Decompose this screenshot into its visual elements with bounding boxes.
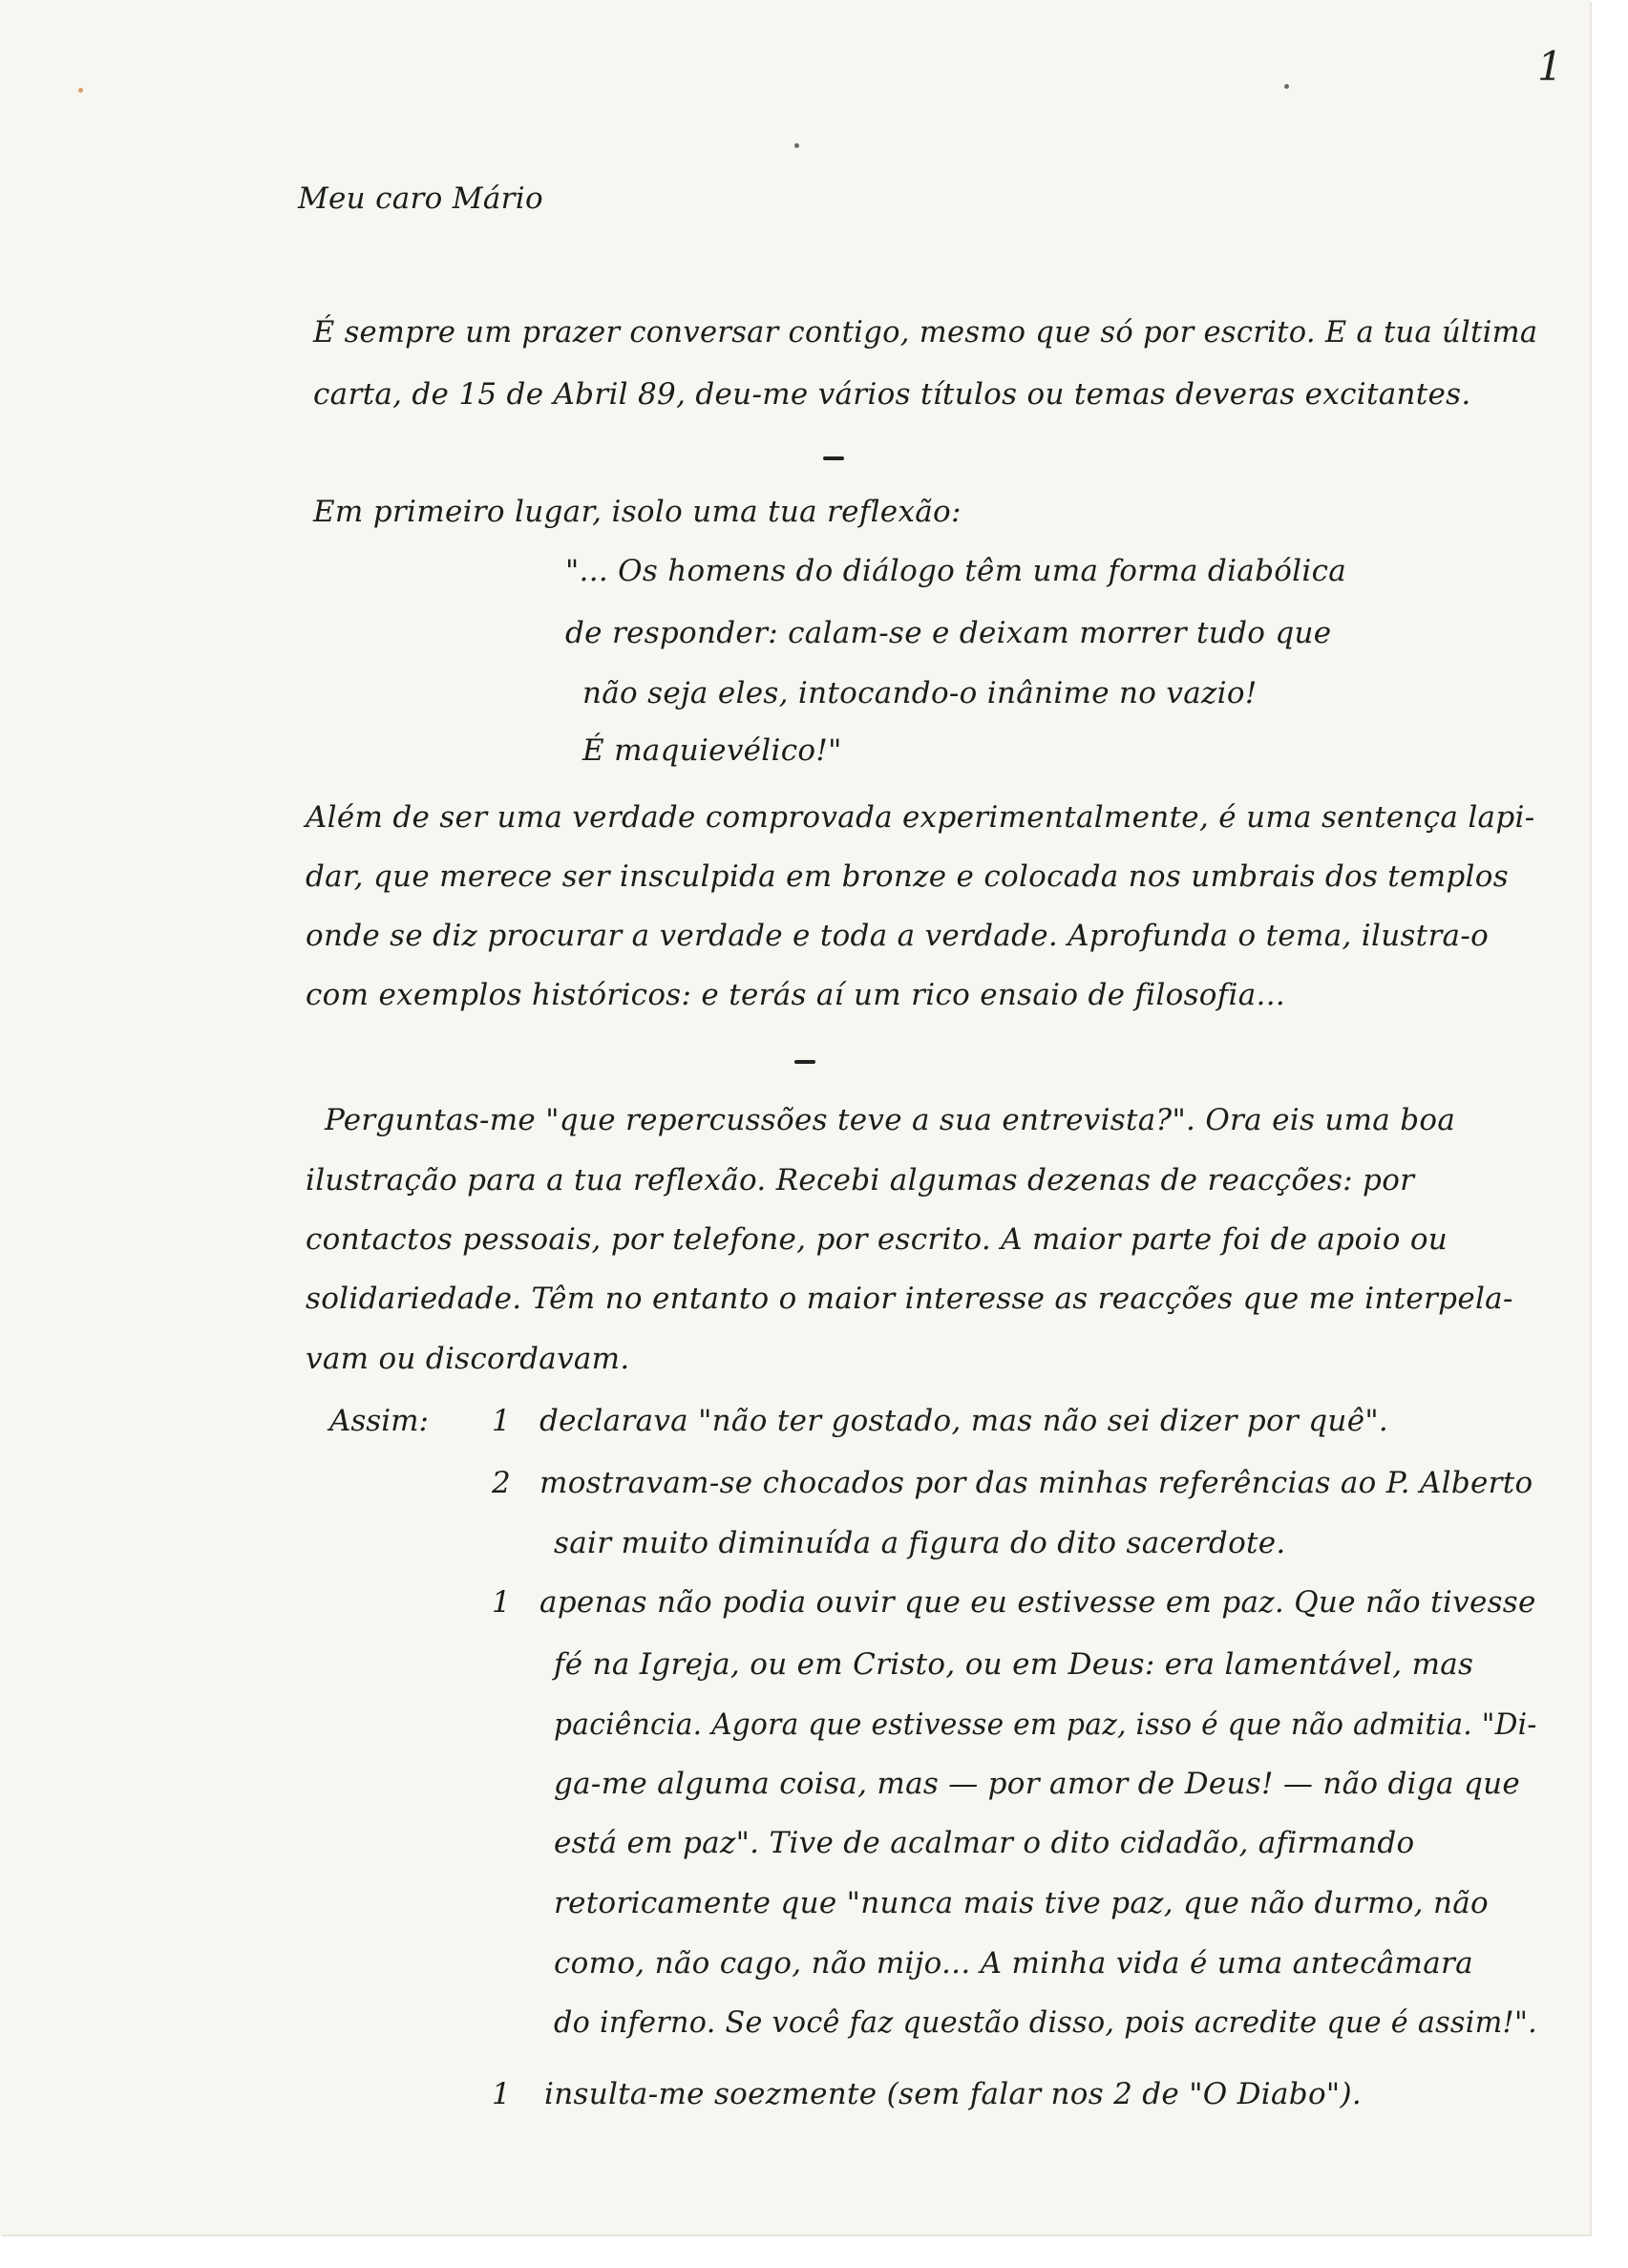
paper-speck [78,88,83,93]
list-label: Assim: [329,1404,429,1438]
paragraph-line: Perguntas-me "que repercussões teve a sua entrevista?". Ora eis uma boa [325,1103,1456,1137]
paragraph-line: carta, de 15 de Abril 89, deu-me vários títulos ou temas deveras excitantes. [313,377,1471,412]
list-item-line: ga-me alguma coisa, mas — por amor de Deus! — não diga que [554,1767,1521,1801]
paragraph-line: Em primeiro lugar, isolo uma tua reflexão: [313,495,962,529]
list-count: 1 [492,1585,511,1620]
list-count: 1 [492,2077,511,2111]
salutation: Meu caro Mário [298,181,543,216]
list-item-line: insulta-me soezmente (sem falar nos 2 de "O Diabo"). [544,2077,1363,2111]
paragraph-line: contactos pessoais, por telefone, por escrito. A maior parte foi de apoio ou [306,1222,1448,1257]
list-item-line: paciência. Agora que estivesse em paz, isso é que não admitia. "Di- [554,1707,1537,1742]
quote-line: não seja eles, intocando-o inânime no vazio! [582,676,1258,710]
paragraph-line: dar, que merece ser insculpida em bronze e colocada nos umbrais dos templos [306,859,1509,894]
list-item-line: fé na Igreja, ou em Cristo, ou em Deus: era lamentável, mas [554,1647,1474,1682]
list-item-line: mostravam-se chocados por das minhas referências ao P. Alberto [539,1466,1533,1500]
quote-line: de responder: calam-se e deixam morrer tudo que [565,616,1332,650]
paragraph-line: É sempre um prazer conversar contigo, mesmo que só por escrito. E a tua última [313,315,1538,350]
section-divider [823,456,844,460]
list-count: 2 [492,1466,511,1500]
list-item-line: como, não cago, não mijo... A minha vida é uma antecâmara [554,1946,1473,1981]
paragraph-line: onde se diz procurar a verdade e toda a verdade. Aprofunda o tema, ilustra-o [306,919,1490,953]
page-number: 1 [1537,43,1563,90]
quote-line: "... Os homens do diálogo têm uma forma diabólica [565,554,1347,588]
list-item-line: retoricamente que "nunca mais tive paz, que não durmo, não [554,1886,1489,1920]
paragraph-line: ilustração para a tua reflexão. Recebi algumas dezenas de reacções: por [306,1163,1415,1198]
quote-line: É maquievélico!" [582,733,842,768]
section-divider [794,1060,815,1064]
list-item-line: do inferno. Se você faz questão disso, pois acredite que é assim!". [554,2005,1538,2040]
list-item-line: está em paz". Tive de acalmar o dito cidadão, afirmando [554,1826,1415,1860]
paper-speck [1284,84,1289,89]
paper-speck [794,143,799,148]
list-item-line: apenas não podia ouvir que eu estivesse em paz. Que não tivesse [539,1585,1536,1620]
paragraph-line: com exemplos históricos: e terás aí um rico ensaio de filosofia... [306,978,1285,1012]
list-item-line: declarava "não ter gostado, mas não sei dizer por quê". [539,1404,1389,1438]
paragraph-line: solidariedade. Têm no entanto o maior interesse as reacções que me interpela- [306,1282,1513,1316]
paragraph-line: vam ou discordavam. [306,1342,630,1376]
paragraph-line: Além de ser uma verdade comprovada experimentalmente, é uma sentença lapi- [306,800,1535,835]
list-item-line: sair muito diminuída a figura do dito sacerdote. [554,1526,1286,1560]
list-count: 1 [492,1404,511,1438]
